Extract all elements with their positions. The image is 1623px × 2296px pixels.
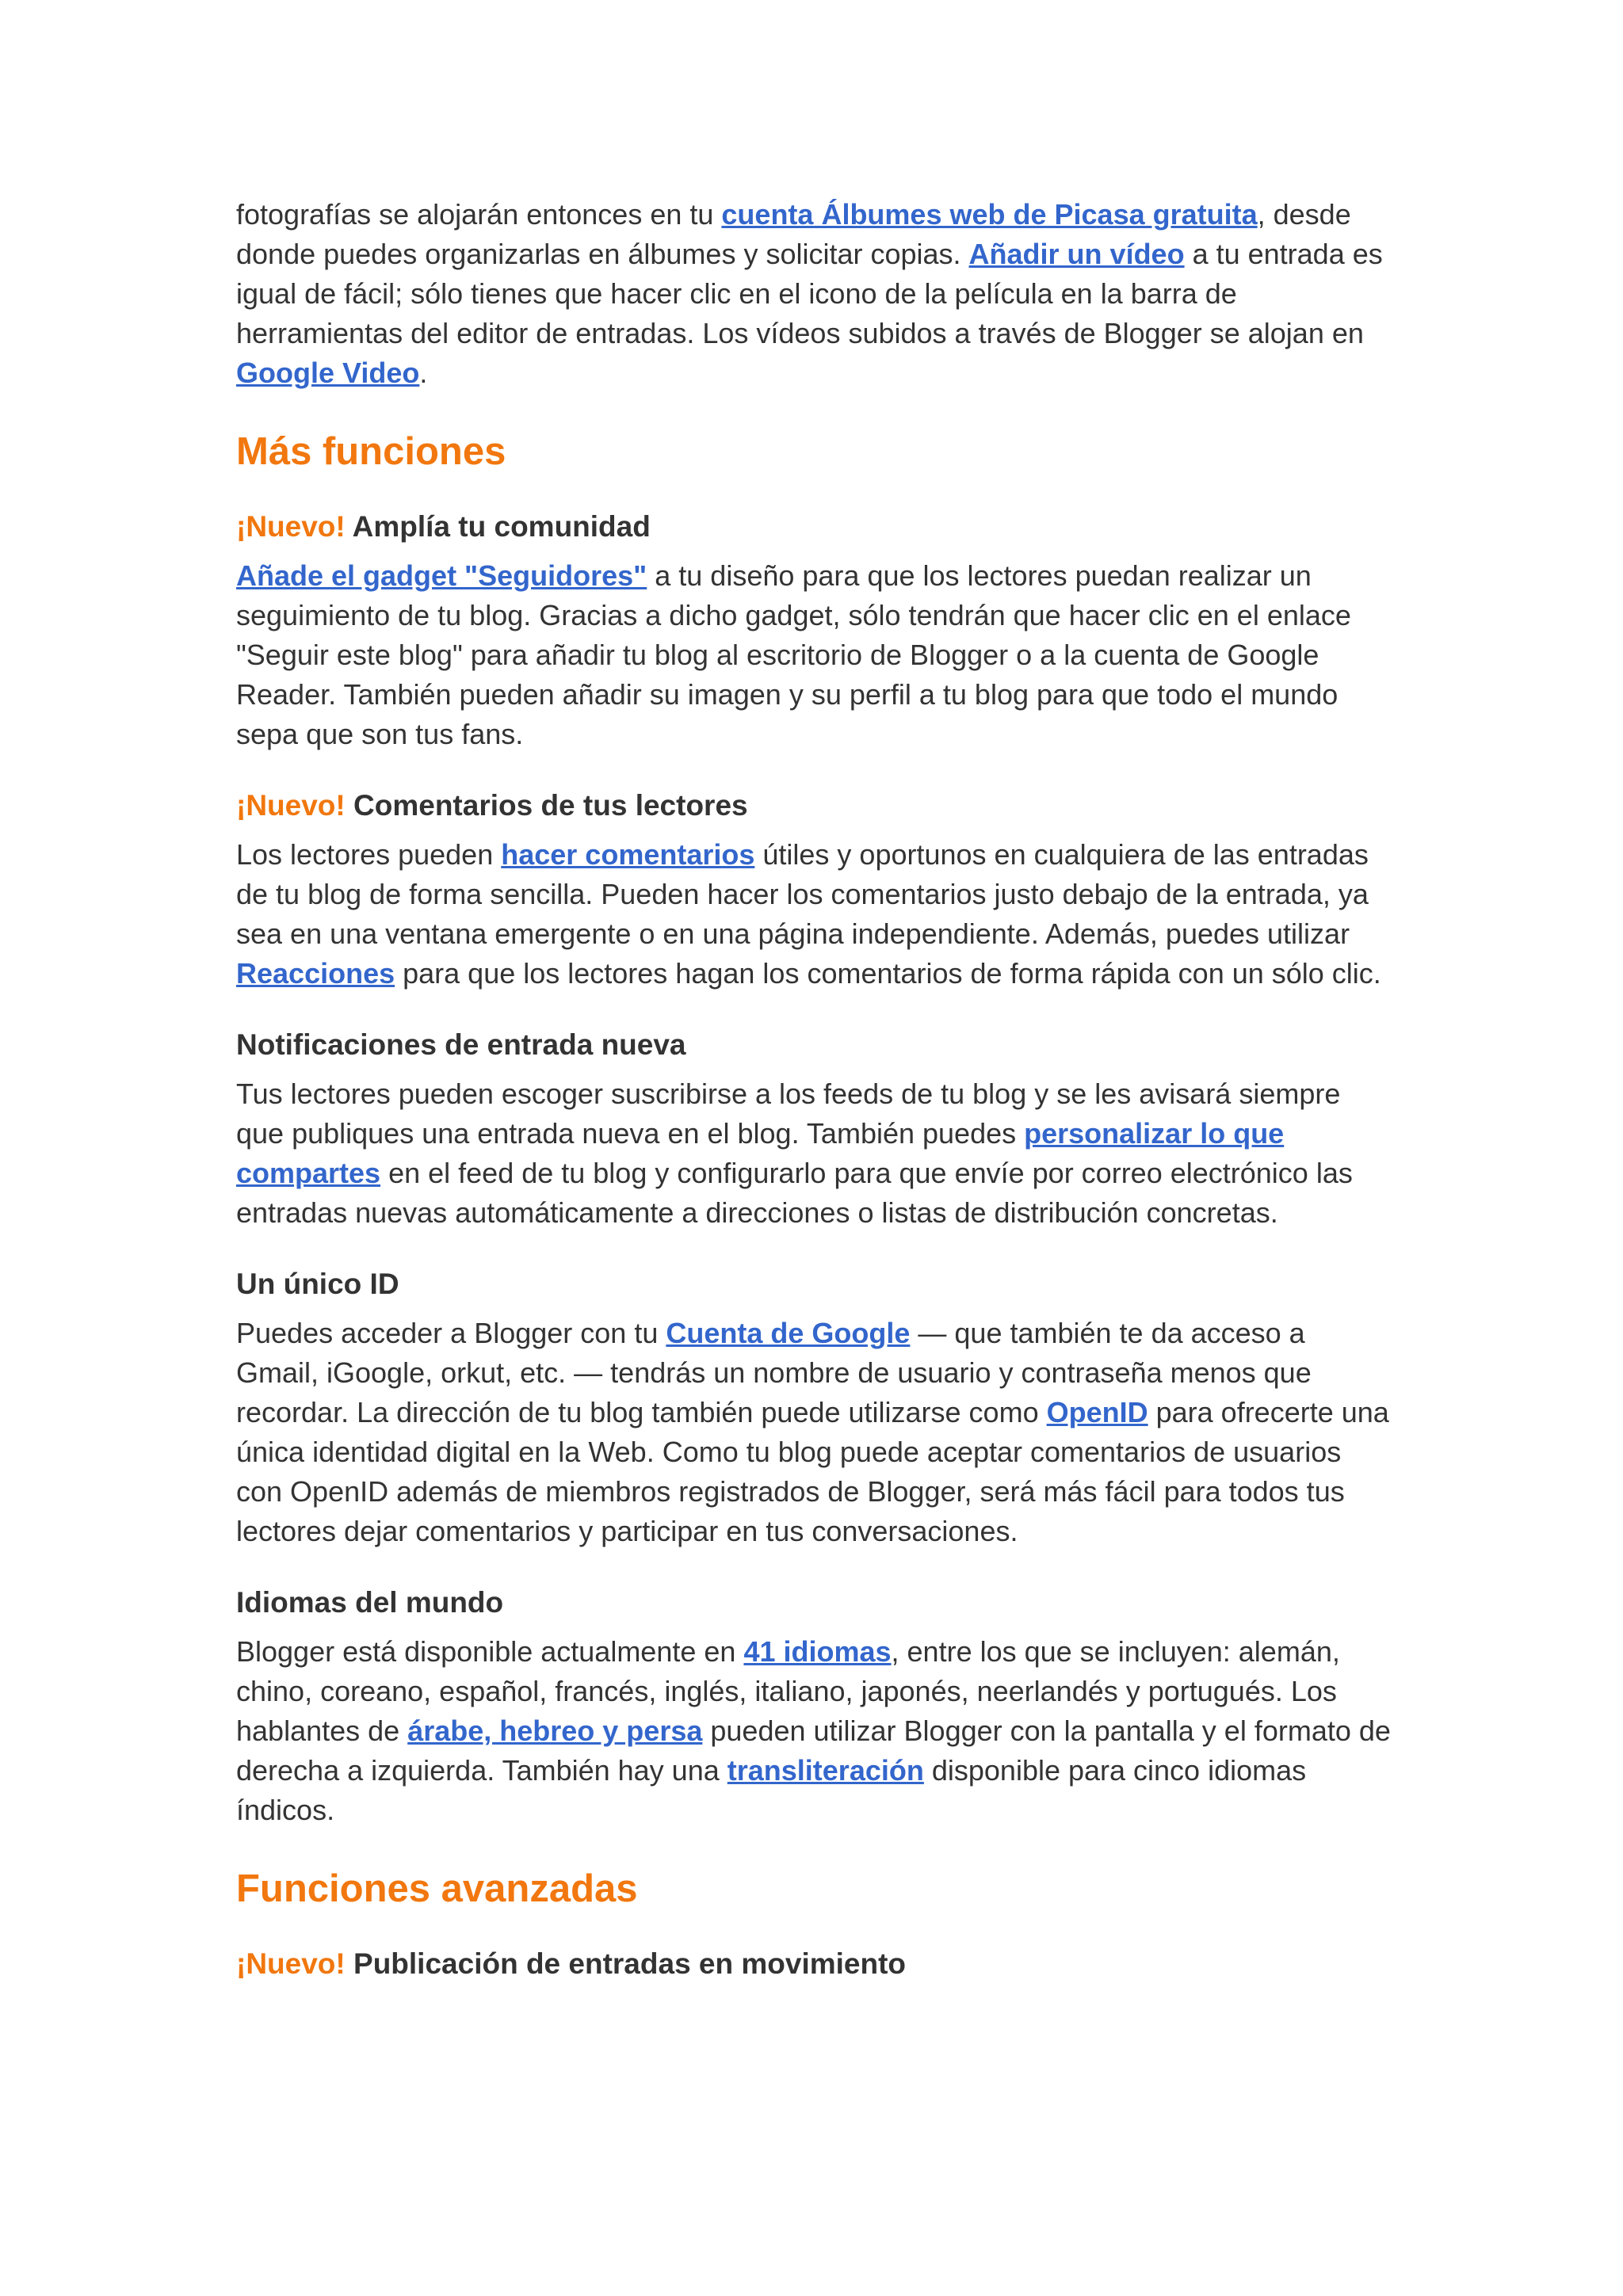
inline-link[interactable]: cuenta Álbumes web de Picasa gratuita	[721, 198, 1258, 231]
inline-link[interactable]: Reacciones	[236, 957, 395, 990]
text-run: pueden utilizar Blogger con la pantalla y el formato de derecha a izquierda. También hay una	[236, 1714, 1391, 1787]
paragraph-idiomas	[236, 1632, 1395, 1830]
subheading-text: Comentarios de tus lectores	[353, 789, 748, 822]
inline-link[interactable]: Google Video	[236, 357, 420, 389]
intro-paragraph	[236, 195, 1395, 393]
inline-link[interactable]: árabe, hebreo y persa	[407, 1714, 703, 1747]
inline-link[interactable]: Añadir un vídeo	[968, 238, 1185, 270]
text-run: fotografías se alojarán entonces en tu	[236, 198, 722, 231]
new-badge: ¡Nuevo!	[236, 1947, 346, 1980]
subheading-amplia-comunidad	[236, 509, 1395, 545]
text-run: , entre los que se incluyen: alemán, chino, coreano, español, francés, inglés, italiano, japonés, neerlandés y portugués. Los hablantes de	[236, 1635, 1340, 1747]
inline-link[interactable]: Cuenta de Google	[666, 1317, 911, 1349]
heading-funciones-avanzadas: Funciones avanzadas	[236, 1867, 638, 1910]
text-run: Los lectores pueden	[236, 838, 502, 871]
heading-mas-funciones: Más funciones	[236, 430, 506, 473]
text-run: para ofrecerte una única identidad digital en la Web. Como tu blog puede aceptar comentarios de usuarios con OpenID además de miembros registrados de Blogger, será más fácil para todos tus lectores dejar comentarios y participar en tus conversaciones.	[236, 1396, 1389, 1547]
document-page	[236, 195, 1395, 1993]
text-run: Blogger está disponible actualmente en	[236, 1635, 744, 1668]
subheading-comentarios	[236, 788, 1395, 824]
new-badge: ¡Nuevo!	[236, 789, 346, 822]
subheading-publicacion-movimiento	[236, 1946, 1395, 1982]
inline-link[interactable]: Añade el gadget "Seguidores"	[236, 559, 647, 592]
subheading-text: Publicación de entradas en movimiento	[353, 1947, 907, 1980]
subheading-text: Idiomas del mundo	[236, 1586, 504, 1619]
inline-link[interactable]: OpenID	[1046, 1396, 1148, 1428]
text-run: en el feed de tu blog y configurarlo para que envíe por correo electrónico las entradas nuevas automáticamente a direcciones o listas de distribución concretas.	[236, 1157, 1353, 1229]
text-run: a tu entrada es igual de fácil; sólo tienes que hacer clic en el icono de la película en la barra de herramientas del editor de entradas. Los vídeos subidos a través de Blogger se alojan en	[236, 238, 1383, 349]
subheading-idiomas	[236, 1585, 1395, 1621]
text-run: para que los lectores hagan los comentarios de forma rápida con un sólo clic.	[395, 957, 1381, 990]
subheading-notificaciones	[236, 1027, 1395, 1063]
subheading-text: Notificaciones de entrada nueva	[236, 1028, 686, 1061]
subheading-unico-id	[236, 1266, 1395, 1302]
inline-link[interactable]: transliteración	[727, 1754, 924, 1787]
inline-link[interactable]: personalizar lo que compartes	[236, 1117, 1285, 1189]
text-run: — que también te da acceso a Gmail, iGoogle, orkut, etc. — tendrás un nombre de usuario y contraseña menos que recordar. La dirección de tu blog también puede utilizarse como	[236, 1317, 1312, 1428]
text-run: , desde donde puedes organizarlas en álbumes y solicitar copias.	[236, 198, 1351, 270]
inline-link[interactable]: hacer comentarios	[501, 838, 755, 871]
text-run: útiles y oportunos en cualquiera de las entradas de tu blog de forma sencilla. Pueden hacer los comentarios justo debajo de la entrada, ya sea en una ventana emergente o en una página independiente. Además, puedes utilizar	[236, 838, 1369, 950]
paragraph-unico-id	[236, 1314, 1395, 1551]
subheading-text: Amplía tu comunidad	[352, 510, 651, 543]
paragraph-comentarios	[236, 835, 1395, 994]
text-run: a tu diseño para que los lectores puedan realizar un seguimiento de tu blog. Gracias a dicho gadget, sólo tendrán que hacer clic en el enlace "Seguir este blog" para añadir tu blog al escritorio de Blogger o a la cuenta de Google Reader. También pueden añadir su imagen y su perfil a tu blog para que todo el mundo sepa que son tus fans.	[236, 559, 1351, 750]
paragraph-seguidores	[236, 556, 1395, 754]
new-badge: ¡Nuevo!	[236, 510, 346, 543]
text-run: .	[419, 357, 428, 389]
text-run: Puedes acceder a Blogger con tu	[236, 1317, 666, 1349]
text-run: Tus lectores pueden escoger suscribirse a los feeds de tu blog y se les avisará siempre que publiques una entrada nueva en el blog. También puedes	[236, 1077, 1341, 1150]
subheading-text: Un único ID	[236, 1268, 399, 1300]
inline-link[interactable]: 41 idiomas	[743, 1635, 892, 1668]
paragraph-notificaciones	[236, 1074, 1395, 1233]
text-run: disponible para cinco idiomas índicos.	[236, 1754, 1307, 1826]
